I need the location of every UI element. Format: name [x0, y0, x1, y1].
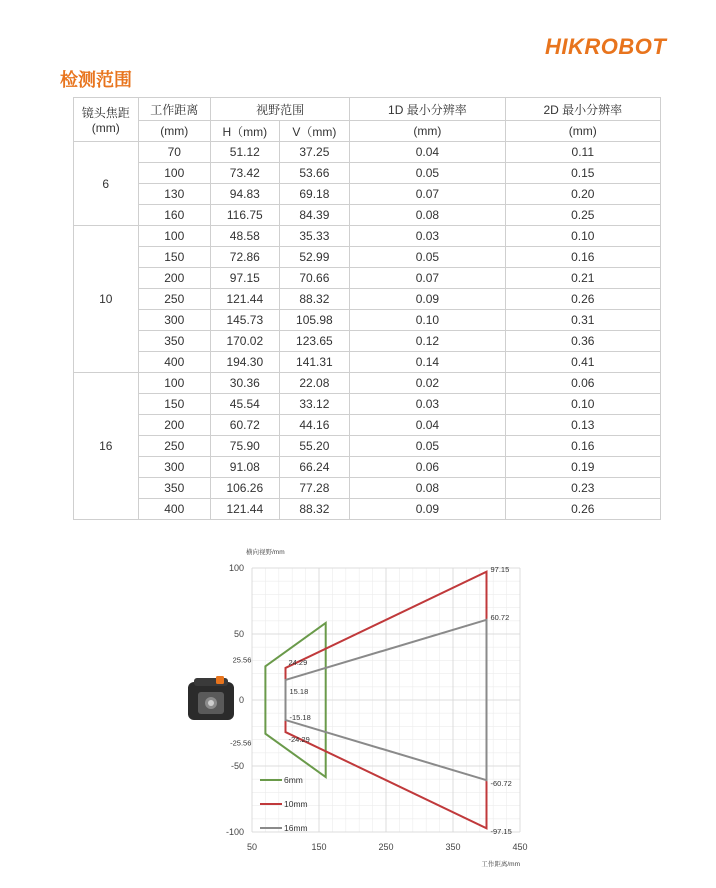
focal-cell: 6 [74, 142, 139, 226]
h-cell: 30.36 [210, 373, 279, 394]
y-axis-label: 横向视野/mm [246, 549, 285, 556]
y-tick-label: -100 [225, 827, 244, 837]
res2d-cell: 0.16 [505, 436, 660, 457]
x-tick-label: 50 [246, 842, 258, 852]
v-cell: 44.16 [279, 415, 350, 436]
table-row [74, 310, 661, 331]
legend-label: 6mm [284, 775, 303, 785]
wd-cell: 150 [138, 247, 210, 268]
h-cell: 91.08 [210, 457, 279, 478]
table-row [74, 289, 661, 310]
v-cell: 77.28 [279, 478, 350, 499]
section-title: 检测范围 [60, 70, 132, 91]
table-row [74, 457, 661, 478]
data-label: -60.72 [490, 779, 512, 789]
wd-cell: 160 [138, 205, 210, 226]
data-label: -25.56 [230, 738, 252, 748]
y-tick-label: 50 [233, 629, 244, 639]
table-body [74, 142, 661, 520]
data-label: 25.56 [232, 655, 252, 665]
h-cell: 170.02 [210, 331, 279, 352]
focal-cell: 10 [74, 226, 139, 373]
y-tick-label: 0 [238, 695, 244, 705]
wd-cell: 100 [138, 226, 210, 247]
table-row [74, 268, 661, 289]
v-cell: 35.33 [279, 226, 350, 247]
table-row [74, 415, 661, 436]
h-cell: 72.86 [210, 247, 279, 268]
res2d-cell: 0.16 [505, 247, 660, 268]
v-cell: 53.66 [279, 163, 350, 184]
table-row [74, 373, 661, 394]
h-cell: 45.54 [210, 394, 279, 415]
legend-label: 16mm [284, 823, 308, 833]
fov-chart [170, 540, 560, 880]
res2d-cell: 0.25 [505, 205, 660, 226]
v-cell: 37.25 [279, 142, 350, 163]
camera-icon [188, 676, 234, 720]
v-cell: 33.12 [279, 394, 350, 415]
h-cell: 51.12 [210, 142, 279, 163]
res1d-cell: 0.09 [350, 289, 505, 310]
x-tick-label: 150 [311, 842, 327, 852]
data-label: -97.15 [490, 827, 512, 837]
wd-cell: 300 [138, 310, 210, 331]
data-label: 60.72 [490, 612, 510, 622]
res1d-cell: 0.03 [350, 394, 505, 415]
header-wd: 工作距离 [138, 98, 210, 121]
h-cell: 121.44 [210, 499, 279, 520]
res2d-cell: 0.36 [505, 331, 660, 352]
data-label: 24.29 [288, 657, 308, 667]
table-row [74, 226, 661, 247]
res1d-cell: 0.09 [350, 499, 505, 520]
header-focal [74, 98, 139, 142]
wd-cell: 150 [138, 394, 210, 415]
wd-cell: 130 [138, 184, 210, 205]
header-fov: 视野范围 [210, 98, 349, 121]
v-cell: 141.31 [279, 352, 350, 373]
x-axis-label: 工作距离/mm [481, 861, 520, 868]
wd-cell: 70 [138, 142, 210, 163]
res1d-cell: 0.08 [350, 205, 505, 226]
res2d-cell: 0.11 [505, 142, 660, 163]
res2d-cell: 0.21 [505, 268, 660, 289]
h-cell: 48.58 [210, 226, 279, 247]
v-cell: 69.18 [279, 184, 350, 205]
header-v: V（mm) [279, 121, 350, 142]
res2d-cell: 0.15 [505, 163, 660, 184]
h-cell: 116.75 [210, 205, 279, 226]
res1d-cell: 0.04 [350, 415, 505, 436]
res1d-cell: 0.04 [350, 142, 505, 163]
h-cell: 97.15 [210, 268, 279, 289]
table-row [74, 352, 661, 373]
header-focal-unit: (mm) [91, 121, 120, 135]
data-label: 15.18 [289, 686, 309, 696]
header-wd-unit: (mm) [138, 121, 210, 142]
h-cell: 145.73 [210, 310, 279, 331]
res2d-cell: 0.10 [505, 226, 660, 247]
res1d-cell: 0.06 [350, 457, 505, 478]
wd-cell: 350 [138, 331, 210, 352]
wd-cell: 350 [138, 478, 210, 499]
v-cell: 70.66 [279, 268, 350, 289]
wd-cell: 400 [138, 499, 210, 520]
res1d-cell: 0.05 [350, 247, 505, 268]
header-focal-label: 镜头焦距 [81, 106, 130, 120]
res1d-cell: 0.12 [350, 331, 505, 352]
header-2d-unit: (mm) [505, 121, 660, 142]
v-cell: 88.32 [279, 289, 350, 310]
data-label: -15.18 [289, 713, 311, 723]
res1d-cell: 0.02 [350, 373, 505, 394]
h-cell: 194.30 [210, 352, 279, 373]
v-cell: 66.24 [279, 457, 350, 478]
v-cell: 88.32 [279, 499, 350, 520]
h-cell: 75.90 [210, 436, 279, 457]
res2d-cell: 0.13 [505, 415, 660, 436]
x-tick-label: 450 [512, 842, 528, 852]
res1d-cell: 0.07 [350, 268, 505, 289]
brand-logo: HIKROBOT [545, 34, 667, 59]
table-row [74, 163, 661, 184]
wd-cell: 300 [138, 457, 210, 478]
table-row [74, 247, 661, 268]
h-cell: 60.72 [210, 415, 279, 436]
table-row [74, 331, 661, 352]
res2d-cell: 0.23 [505, 478, 660, 499]
table-row [74, 142, 661, 163]
h-cell: 106.26 [210, 478, 279, 499]
table-row [74, 499, 661, 520]
wd-cell: 100 [138, 373, 210, 394]
header-2d: 2D 最小分辨率 [505, 98, 660, 121]
table-row [74, 205, 661, 226]
res2d-cell: 0.20 [505, 184, 660, 205]
x-tick-label: 350 [445, 842, 461, 852]
legend-label: 10mm [284, 799, 308, 809]
focal-cell: 16 [74, 373, 139, 520]
table-row [74, 436, 661, 457]
x-tick-label: 250 [378, 842, 394, 852]
table-row [74, 184, 661, 205]
header-1d: 1D 最小分辨率 [350, 98, 505, 121]
header-1d-unit: (mm) [350, 121, 505, 142]
res2d-cell: 0.19 [505, 457, 660, 478]
res2d-cell: 0.31 [505, 310, 660, 331]
res1d-cell: 0.05 [350, 163, 505, 184]
v-cell: 105.98 [279, 310, 350, 331]
res2d-cell: 0.06 [505, 373, 660, 394]
data-label: -24.29 [288, 735, 310, 745]
data-label: 97.15 [490, 564, 510, 574]
res1d-cell: 0.14 [350, 352, 505, 373]
res2d-cell: 0.26 [505, 289, 660, 310]
y-tick-label: -50 [230, 761, 244, 771]
h-cell: 94.83 [210, 184, 279, 205]
res2d-cell: 0.41 [505, 352, 660, 373]
v-cell: 22.08 [279, 373, 350, 394]
detection-range-table [73, 97, 661, 520]
header-h: H（mm) [210, 121, 279, 142]
v-cell: 55.20 [279, 436, 350, 457]
h-cell: 73.42 [210, 163, 279, 184]
y-tick-label: 100 [228, 563, 244, 573]
v-cell: 123.65 [279, 331, 350, 352]
table-row [74, 478, 661, 499]
v-cell: 52.99 [279, 247, 350, 268]
table-row [74, 394, 661, 415]
res1d-cell: 0.05 [350, 436, 505, 457]
res2d-cell: 0.26 [505, 499, 660, 520]
res1d-cell: 0.08 [350, 478, 505, 499]
res2d-cell: 0.10 [505, 394, 660, 415]
v-cell: 84.39 [279, 205, 350, 226]
res1d-cell: 0.03 [350, 226, 505, 247]
wd-cell: 200 [138, 415, 210, 436]
wd-cell: 200 [138, 268, 210, 289]
wd-cell: 100 [138, 163, 210, 184]
wd-cell: 250 [138, 436, 210, 457]
res1d-cell: 0.10 [350, 310, 505, 331]
wd-cell: 250 [138, 289, 210, 310]
wd-cell: 400 [138, 352, 210, 373]
res1d-cell: 0.07 [350, 184, 505, 205]
h-cell: 121.44 [210, 289, 279, 310]
